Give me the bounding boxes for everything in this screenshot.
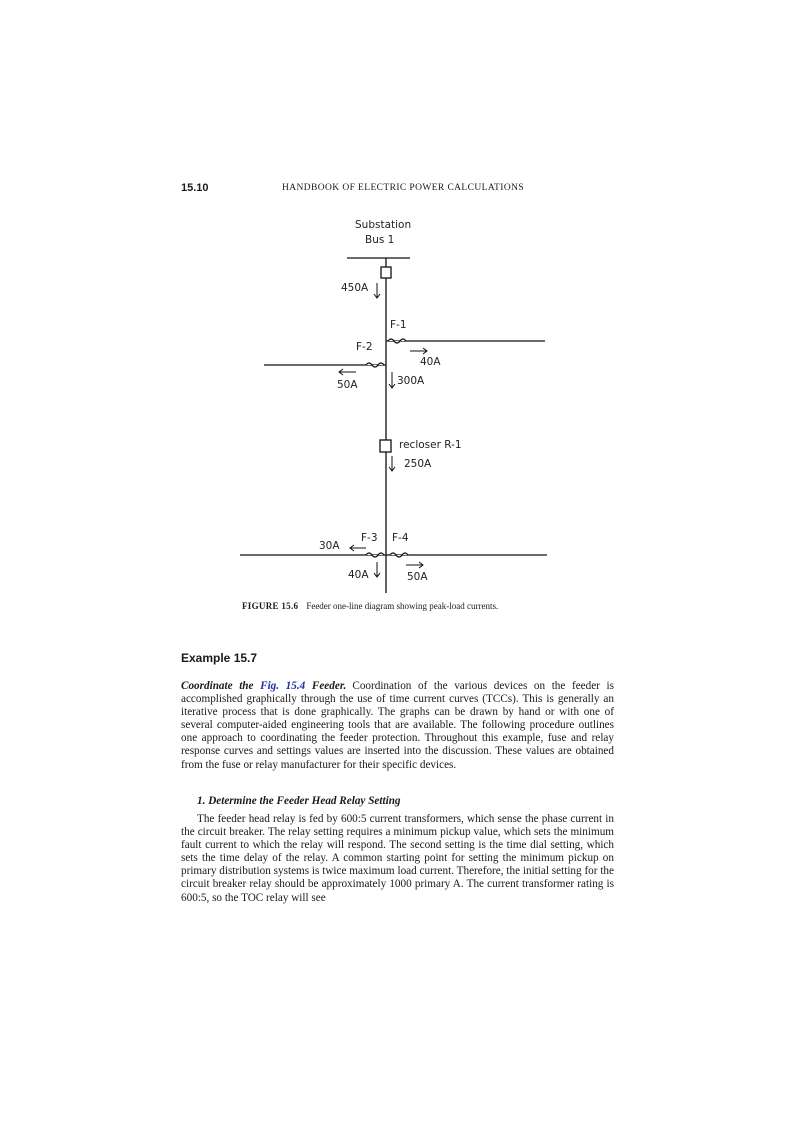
- arrow-40-f1-icon: [410, 348, 427, 354]
- arrow-50-f2-icon: [339, 369, 356, 375]
- arrow-30-icon: [350, 545, 366, 551]
- current-50-f4-label: 50A: [407, 571, 428, 583]
- substation-label: Substation: [355, 219, 412, 231]
- current-250-label: 250A: [404, 458, 432, 470]
- figure-caption: [242, 601, 498, 611]
- example-paragraph-1: [181, 680, 614, 772]
- example-paragraph-2: The feeder head relay is fed by 600:5 current transformers, which sense the phase current in the circuit breaker. The relay setting requires a minimum pickup value, which sets the minimum fault current to which the relay will respond. The second setting is the time dial setting, which sets the time delay of the relay. A common starting point for setting the minimum pickup on primary distribution systems is twice maximum load current. Therefore, the initial setting for the circuit breaker relay should be approximately 1000 primary A. The current transformer rating is 600:5, so the TOC relay will see: [181, 813, 614, 904]
- recloser-label: recloser R-1: [399, 439, 462, 451]
- arrow-450-icon: [374, 283, 380, 298]
- runin-suffix: Feeder.: [305, 680, 347, 692]
- arrow-250-icon: [389, 456, 395, 471]
- bus-label: Bus 1: [365, 234, 395, 246]
- runin-heading: [181, 680, 346, 692]
- step-1-subheading: 1. Determine the Feeder Head Relay Setting: [197, 795, 401, 807]
- arrow-40-down-icon: [374, 562, 380, 577]
- current-40-down-label: 40A: [348, 569, 369, 581]
- running-head: HANDBOOK OF ELECTRIC POWER CALCULATIONS: [282, 183, 525, 193]
- current-450-label: 450A: [341, 282, 369, 294]
- fuse-f2-label: F-2: [356, 341, 373, 353]
- example-heading: Example 15.7: [181, 651, 258, 665]
- current-300-label: 300A: [397, 375, 425, 387]
- breaker-box: [381, 267, 391, 278]
- figure-reference-link[interactable]: Fig. 15.4: [260, 680, 306, 692]
- arrow-300-icon: [389, 372, 395, 388]
- runin-prefix: Coordinate the: [181, 680, 261, 692]
- figure-caption-label: FIGURE 15.6: [242, 601, 299, 611]
- paragraph-1-text: Coordination of the various devices on the feeder is accomplished graphically through the use of time current curves (TCCs). This is generally an iterative process that is done graphically. The graphs can be drawn by hand or with one of several computer-aided engineering tools that are available. The following procedure outlines one approach to coordinating the feeder protection. Throughout this example, fuse and relay response curves and settings values are inserted into the discussion. These values are obtained from the fuse or relay manufacturer for their specific devices.: [181, 680, 614, 771]
- current-40-f1-label: 40A: [420, 356, 441, 368]
- figure-caption-text: Feeder one-line diagram showing peak-load currents.: [306, 601, 499, 611]
- current-30-label: 30A: [319, 540, 340, 552]
- recloser-box: [380, 440, 391, 452]
- fuse-f4-label: F-4: [392, 532, 409, 544]
- fuse-f4-symbol: [390, 553, 408, 557]
- fuse-f3-symbol: [366, 553, 384, 557]
- fuse-f2-symbol: [366, 363, 384, 367]
- current-50-f2-label: 50A: [337, 379, 358, 391]
- arrow-50-f4-icon: [406, 562, 423, 568]
- fuse-f3-label: F-3: [361, 532, 378, 544]
- page-number: 15.10: [181, 182, 209, 194]
- fuse-f1-symbol: [388, 339, 406, 343]
- fuse-f1-label: F-1: [390, 319, 407, 331]
